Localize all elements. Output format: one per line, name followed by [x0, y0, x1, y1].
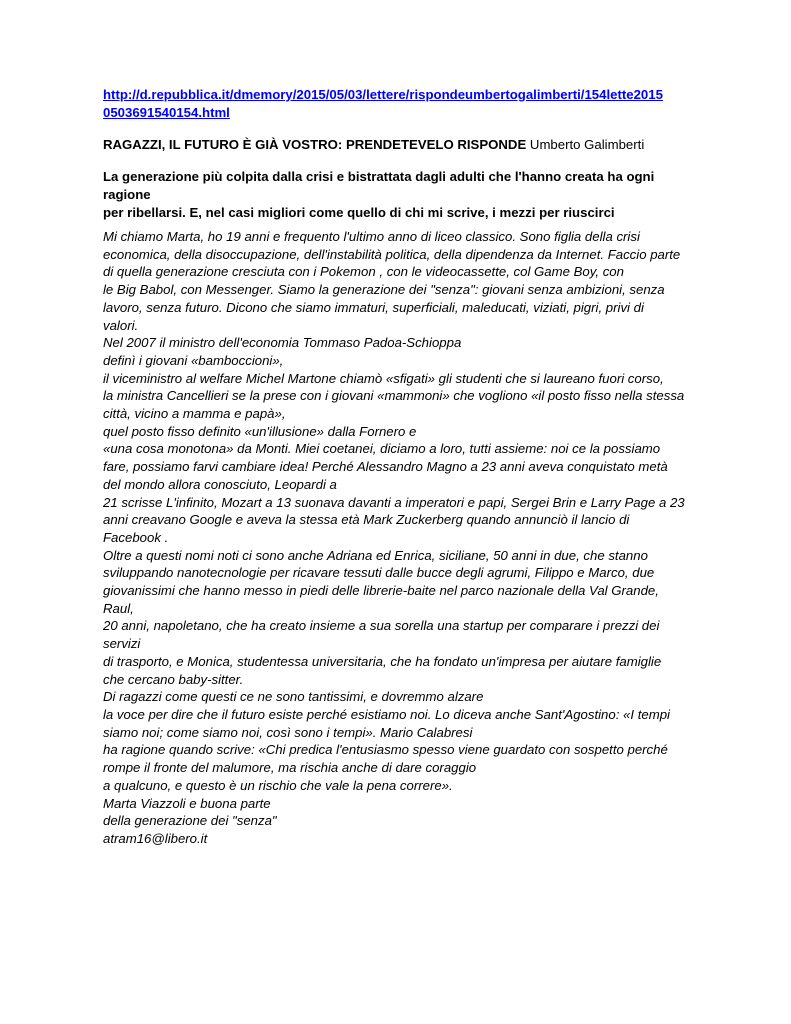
article-title-main: RAGAZZI, IL FUTURO È GIÀ VOSTRO: PRENDETEVELO RISPONDE	[103, 137, 527, 152]
subtitle-line-2: per ribellarsi. E, nel casi migliori come quello di chi mi scrive, i mezzi per riuscirci	[103, 205, 615, 220]
letter-body	[103, 228, 703, 848]
letter-line: Mi chiamo Marta, ho 19 anni e frequento l'ultimo anno di liceo classico. Sono figlia della crisi	[103, 229, 640, 244]
letter-line: Marta Viazzoli e buona parte	[103, 795, 271, 811]
letter-line: le Big Babol, con Messenger. Siamo la generazione dei "senza": giovani senza ambizioni, senza	[103, 282, 665, 298]
letter-line: quel posto fisso definito «un'illusione» dalla Fornero e	[103, 423, 417, 439]
letter-line: Raul,	[103, 600, 134, 616]
letter-line: lavoro, senza futuro. Dicono che siamo immaturi, superficiali, maleducati, viziati, pigri, privi di	[103, 299, 644, 315]
document-page	[103, 86, 703, 848]
letter-line: sviluppando nanotecnologie per ricavare tessuti dalle bucce degli agrumi, Filippo e Marco, due	[103, 565, 655, 581]
subtitle-line-1: La generazione più colpita dalla crisi e bistrattata dagli adulti che l'hanno creata ha ogni ragione	[103, 169, 655, 202]
letter-line: anni creavano Google e aveva la stessa età Mark Zuckerberg quando annunciò il lancio di	[103, 512, 630, 528]
source-link[interactable]	[103, 86, 703, 122]
letter-line: la voce per dire che il futuro esiste perché esistiamo noi. Lo diceva anche Sant'Agostino: «I tempi	[103, 706, 670, 722]
letter-line: a qualcuno, e questo è un rischio che vale la pena correre».	[103, 777, 453, 793]
letter-line: fare, possiamo farvi cambiare idea! Perché Alessandro Magno a 23 anni aveva conquistato metà	[103, 459, 668, 475]
letter-line: definì i giovani «bamboccioni»,	[103, 352, 284, 368]
letter-line: città, vicino a mamma e papà»,	[103, 406, 286, 422]
letter-line: Oltre a questi nomi noti ci sono anche Adriana ed Enrica, siciliane, 50 anni in due, che stanno	[103, 547, 648, 563]
letter-line: atram16@libero.it	[103, 830, 208, 846]
letter-line: della generazione dei "senza"	[103, 813, 277, 829]
letter-line: siamo noi; come siamo noi, così sono i tempi». Mario Calabresi	[103, 724, 473, 740]
source-link-line-1[interactable]: http://d.repubblica.it/dmemory/2015/05/03/lettere/rispondeumbertogalimberti/154lette2015	[103, 87, 663, 102]
letter-line: valori.	[103, 317, 139, 333]
letter-line: la ministra Cancellieri se la prese con i giovani «mammoni» che vogliono «il posto fisso nella stessa	[103, 388, 685, 404]
letter-line: economica, della disoccupazione, dell'instabilità politica, della dipendenza da Internet. Faccio parte	[103, 246, 681, 262]
source-link-line-2[interactable]: 0503691540154.html	[103, 105, 230, 120]
article-title	[103, 136, 703, 154]
letter-line: di quella generazione cresciuta con i Pokemon , con le videocassette, col Game Boy, con	[103, 264, 624, 280]
letter-line: Nel 2007 il ministro dell'economia Tommaso Padoa-Schioppa	[103, 335, 462, 351]
letter-line: 20 anni, napoletano, che ha creato insieme a sua sorella una startup per comparare i prezzi dei	[103, 618, 660, 634]
letter-line: il viceministro al welfare Michel Martone chiamò «sfigati» gli studenti che si laureano fuori corso,	[103, 370, 664, 386]
letter-line: Di ragazzi come questi ce ne sono tantissimi, e dovremmo alzare	[103, 689, 484, 705]
letter-line: «una cosa monotona» da Monti. Miei coetanei, diciamo a loro, tutti assieme: noi ce la possiamo	[103, 441, 661, 457]
letter-line: che cercano baby-sitter.	[103, 671, 244, 687]
article-author: Umberto Galimberti	[529, 137, 645, 152]
letter-line: 21 scrisse L'infinito, Mozart a 13 suonava davanti a imperatori e papi, Sergei Brin e Larry Page a 23	[103, 494, 685, 510]
article-subtitle	[103, 168, 703, 222]
letter-line: Facebook .	[103, 529, 169, 545]
letter-line: ha ragione quando scrive: «Chi predica l'entusiasmo spesso viene guardato con sospetto perché	[103, 742, 668, 758]
letter-line: di trasporto, e Monica, studentessa universitaria, che ha fondato un'impresa per aiutare famiglie	[103, 653, 662, 669]
letter-line: del mondo allora conosciuto, Leopardi a	[103, 476, 337, 492]
letter-line: rompe il fronte del malumore, ma rischia anche di dare coraggio	[103, 760, 477, 776]
letter-line: giovanissimi che hanno messo in piedi delle librerie-baite nel parco nazionale della Val Grande,	[103, 583, 659, 599]
letter-line: servizi	[103, 636, 141, 652]
